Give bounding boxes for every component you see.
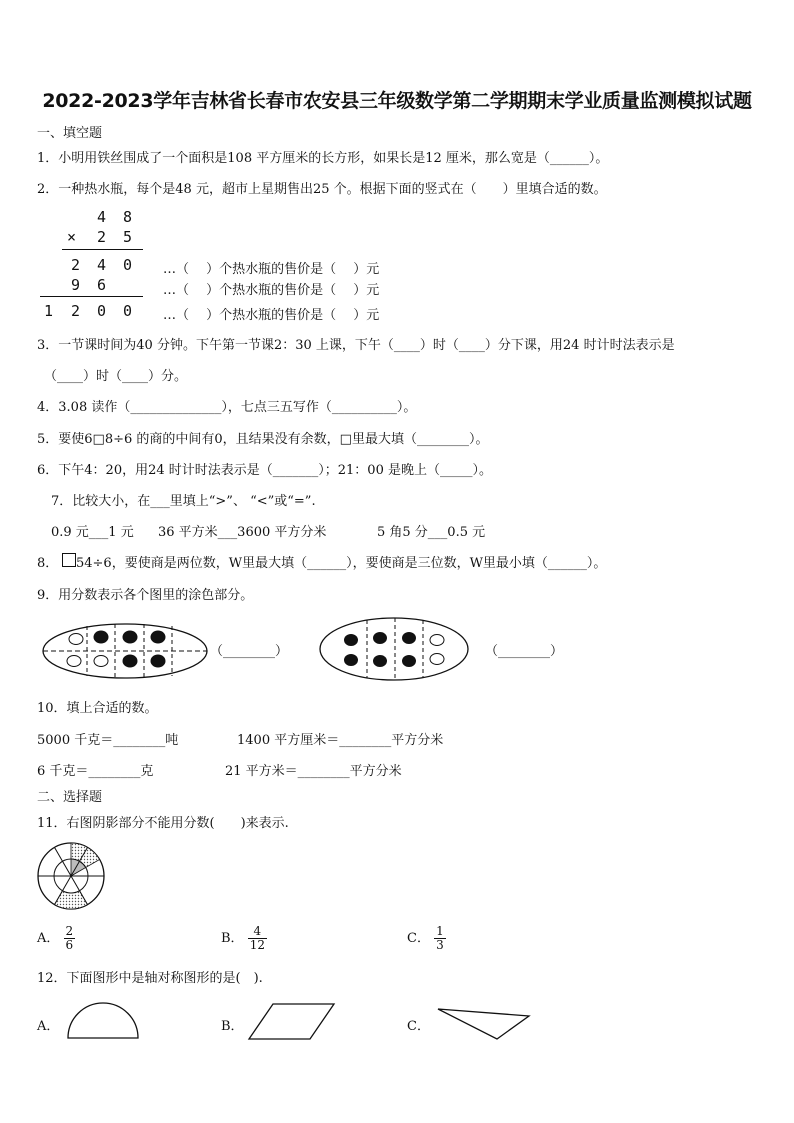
option-label: C． [407,931,430,946]
digit: 2 [97,228,107,246]
page-title: 2022-2023学年吉林省长春市农安县三年级数学第二学期期末学业质量监测模拟试题 [42,90,752,112]
digit: 0 [123,302,133,320]
option-a-label: A． [37,1019,60,1034]
note-line: …（ ）个热水瓶的售价是（ ）元 [163,262,380,277]
fraction [434,925,446,952]
oval-figure-2 [320,618,468,680]
compare-item: 0.9 元___1 元 [51,525,134,540]
section-heading-choice: 二、选择题 [37,790,103,805]
question-1: 1．小明用铁丝围成了一个面积是108 平方厘米的长方形，如果长是12 厘米，那么宽是（______）。 [37,151,609,166]
fraction [64,925,76,952]
conversion-item: 21 平方米＝________平方分米 [225,764,402,779]
question-10: 10．填上合适的数。 [37,701,158,716]
question-3-line-1: 3．一节课时间为40 分钟。下午第一节课2：30 上课，下午（____）时（____）分下课，用24 时计时法表示是 [37,338,675,353]
answer-blank: （________） [485,644,564,659]
question-4: 4．3.08 读作（______________），七点三五写作（__________）。 [37,400,417,415]
option-label: A． [37,931,60,946]
option-b-label: B． [221,1019,244,1034]
question-8: 54÷6，要使商是两位数，W里最大填（______），要使商是三位数，W里最小填（______）。 [76,556,607,571]
option-label: B． [221,931,244,946]
question-5: 5．要使6□8÷6 的商的中间有0，且结果没有余数，□里最大填（________）。 [37,432,489,447]
conversion-item: 1400 平方厘米＝________平方分米 [237,733,444,748]
question-11: 11．右图阴影部分不能用分数( )来表示. [37,816,289,831]
note-line: …（ ）个热水瓶的售价是（ ）元 [163,283,380,298]
fraction-numerator: 1 [436,924,444,938]
note-line: …（ ）个热水瓶的售价是（ ）元 [163,308,380,323]
oval-figure-1 [43,624,207,678]
circle-figure [38,843,104,909]
digit: 9 [71,276,81,294]
question-12: 12．下面图形中是轴对称图形的是( ). [37,971,263,986]
compare-item: 5 角5 分___0.5 元 [377,525,486,540]
option-a [37,925,75,952]
compare-item: 36 平方米___3600 平方分米 [158,525,327,540]
question-3-line-2: （____）时（____）分。 [44,369,188,384]
digit: 5 [123,228,133,246]
fraction-denominator: 12 [249,938,265,952]
conversion-item: 6 千克＝________克 [37,764,154,779]
digit: 4 [97,208,107,226]
question-9: 9．用分数表示各个图里的涂色部分。 [37,588,254,603]
answer-blank: （________） [210,644,289,659]
option-b [221,925,267,952]
times-sign: × [67,228,77,246]
digit: 2 [71,302,81,320]
digit: 2 [71,256,81,274]
digit: 1 [44,302,54,320]
fraction [248,925,267,952]
fraction-denominator: 3 [436,938,444,952]
question-6: 6．下午4：20，用24 时计时法表示是（_______）；21：00 是晚上（_____）。 [37,463,492,478]
fraction-denominator: 6 [65,938,74,952]
digit: 4 [97,256,107,274]
parallelogram-shape [249,1004,334,1039]
conversion-item: 5000 千克＝________吨 [37,733,179,748]
digit: 0 [123,256,133,274]
question-2: 2．一种热水瓶，每个是48 元，超市上星期售出25 个。根据下面的竖式在（ ）里填合适的数。 [37,182,607,197]
triangle-shape [438,1009,529,1039]
fraction-numerator: 2 [65,924,74,938]
digit: 8 [123,208,133,226]
option-c-label: C． [407,1019,430,1034]
digit: 6 [97,276,107,294]
option-c [407,925,446,952]
question-7: 7．比较大小，在___里填上“>”、 “<”或“=”. [51,494,316,509]
section-heading-fill-blank: 一、填空题 [37,126,103,141]
semicircle-shape [68,1003,138,1038]
digit: 0 [97,302,107,320]
question-8-number: 8． [37,556,59,571]
fraction-numerator: 4 [248,925,267,939]
